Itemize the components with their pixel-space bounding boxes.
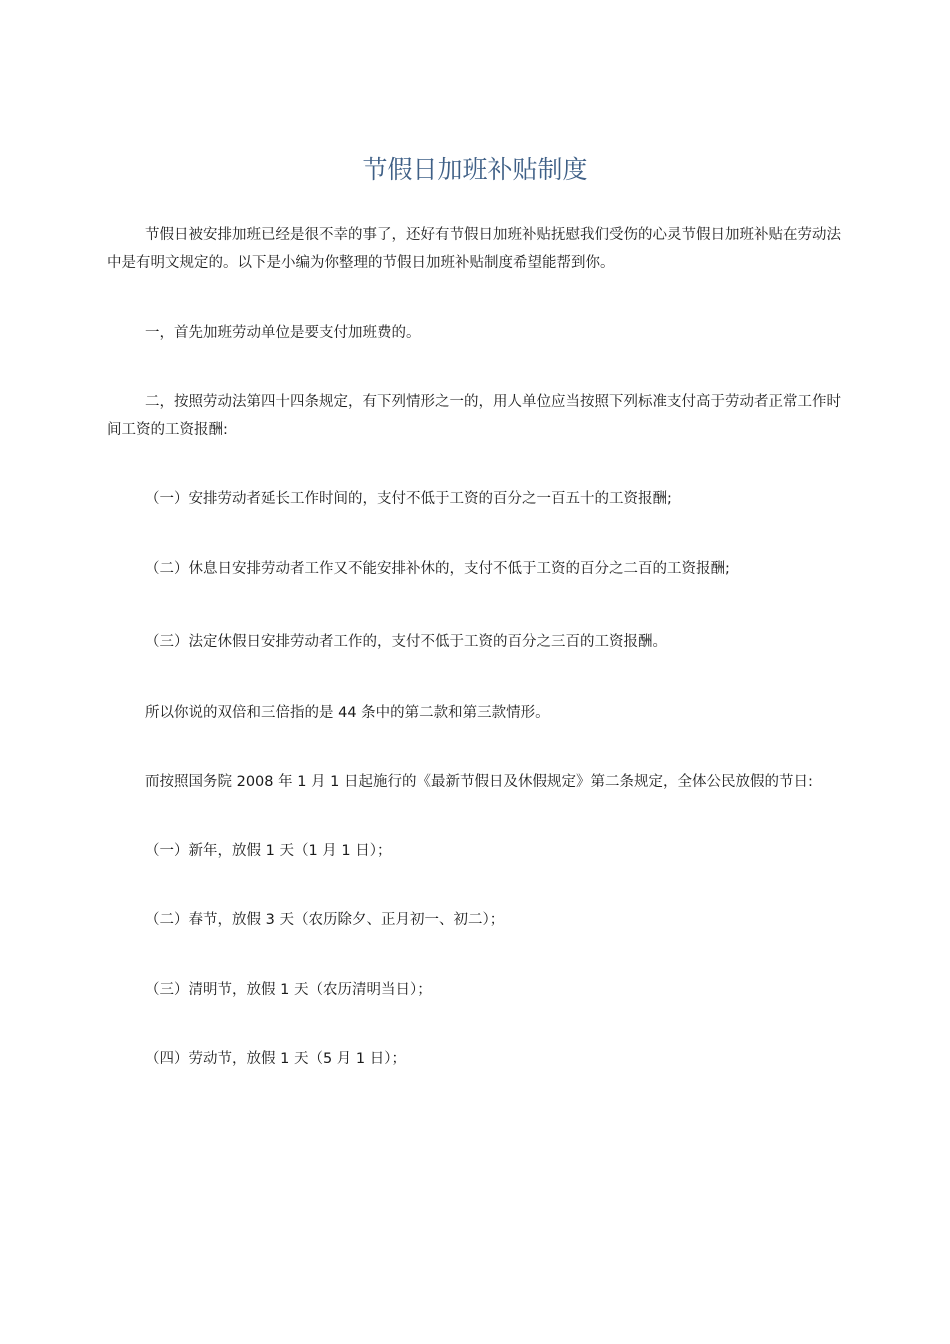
holiday-item-3: （三）清明节，放假 1 天（农历清明当日）； <box>145 982 432 998</box>
paragraph-1: 一，首先加班劳动单位是要支付加班费的。 <box>145 325 421 341</box>
list-item-1: （一）安排劳动者延长工作时间的，支付不低于工资的百分之一百五十的工资报酬; <box>145 491 672 507</box>
intro-paragraph: 节假日被安排加班已经是很不幸的事了，还好有节假日加班补贴抚慰我们受伤的心灵节假日加班补贴在劳动法中是有明文规定的。以下是小编为你整理的节假日加班补贴制度希望能帮到你。 <box>107 227 841 271</box>
holiday-item-4: （四）劳动节，放假 1 天（5 月 1 日）； <box>145 1051 406 1067</box>
document-title: 节假日加班补贴制度 <box>362 155 588 184</box>
holiday-item-2: （二）春节，放假 3 天（农历除夕、正月初一、初二）； <box>145 912 505 928</box>
holiday-item-1: （一）新年，放假 1 天（1 月 1 日）； <box>145 843 392 859</box>
list-item-2: （二）休息日安排劳动者工作又不能安排补休的，支付不低于工资的百分之二百的工资报酬; <box>145 561 730 577</box>
list-item-3: （三）法定休假日安排劳动者工作的，支付不低于工资的百分之三百的工资报酬。 <box>145 634 667 650</box>
paragraph-3: 所以你说的双倍和三倍指的是 44 条中的第二款和第三款情形。 <box>145 705 550 721</box>
paragraph-2: 二，按照劳动法第四十四条规定，有下列情形之一的，用人单位应当按照下列标准支付高于劳动者正常工作时间工资的工资报酬: <box>107 394 841 438</box>
paragraph-4: 而按照国务院 2008 年 1 月 1 日起施行的《最新节假日及休假规定》第二条规定，全体公民放假的节日: <box>145 774 813 790</box>
